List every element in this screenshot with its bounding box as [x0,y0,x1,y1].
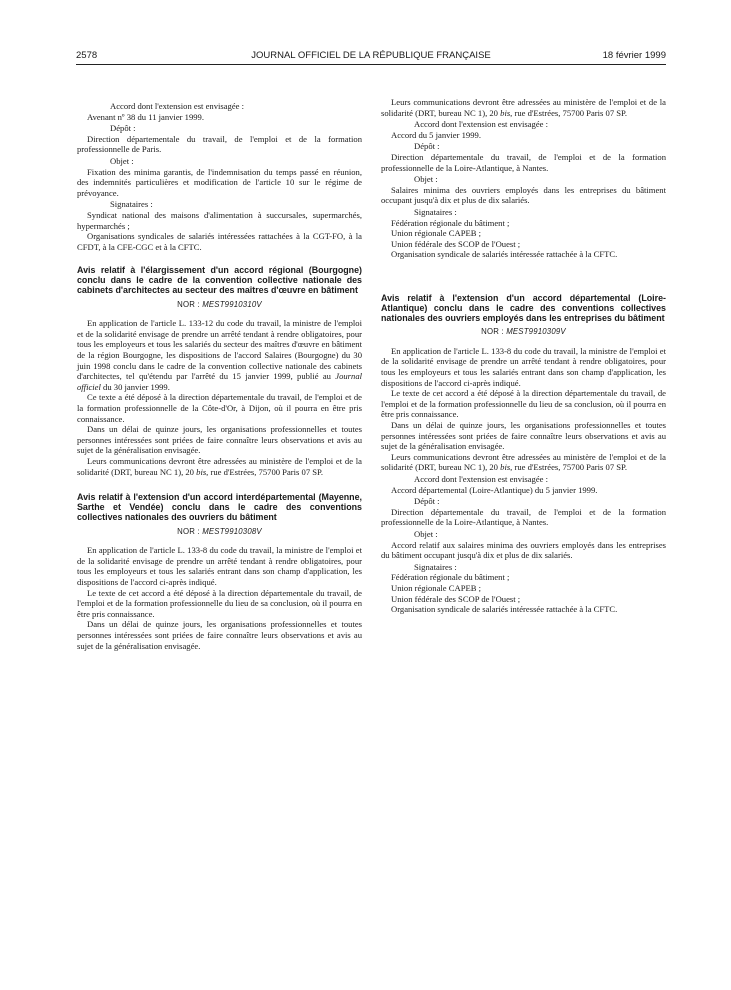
page-header [76,50,666,64]
paragraph-text: du 30 janvier 1999. [100,381,170,392]
signataires-label: Signataires : [110,199,153,210]
paragraph: Dans un délai de quinze jours, les organisations professionnelles et toutes personnes intéressées sont priées de faire connaître leurs observations et avis au sujet de la généralisation envisagée. [77,424,362,456]
paragraph-text: Leurs communications devront être adressées au ministère de l'emploi et de la solidarité (DRT, bureau NC 1), 20 [381,97,666,118]
objet-label: Objet : [414,174,438,185]
bis-italic: bis [196,466,207,477]
signataire-item: Union régionale CAPEB ; [391,582,481,593]
notice-title: Avis relatif à l'extension d'un accord départemental (Loire-Atlantique) conclu dans le cadre des conventions collectives nationales des ouvriers employés dans les entreprises du bâtiment [381,292,666,323]
nor-code: MEST9910309V [506,327,566,337]
nor-prefix: NOR : [177,299,200,309]
paragraph: Ce texte a été déposé à la direction départementale du travail, de l'emploi et de la formation professionnelle de la Côte-d'Or, à Dijon, où il pourra en être pris connaissance. [77,392,362,424]
spacer [77,252,362,266]
depot-label: Dépôt : [414,496,440,507]
paragraph-text: Leurs communications devront être adressées au ministère de l'emploi et de la solidarité (DRT, bureau NC 1), 20 [381,451,666,473]
nor-reference [381,327,666,338]
signataire-item: Union fédérale des SCOP de l'Ouest ; [391,593,521,604]
signataire-item: Organisation syndicale de salariés intéressée rattachée à la CFTC. [391,604,618,615]
paragraph-text: , rue d'Estrées, 75700 Paris 07 SP. [510,462,628,473]
paragraph-text: , rue d'Estrées, 75700 Paris 07 SP. [510,107,628,118]
signataire-item: Fédération régionale du bâtiment ; [391,217,510,228]
accord-text: Avenant nº 38 du 11 janvier 1999. [87,111,204,122]
signataire-item: Organisation syndicale de salariés intéressée rattachée à la CFTC. [391,249,618,260]
left-column [77,100,362,651]
paragraph-text: Leurs communications devront être adressées au ministère de l'emploi et de la solidarité (DRT, bureau NC 1), 20 [77,456,362,477]
avis-extension-mayenne-sarthe-vendee [77,493,362,651]
spacer [77,477,362,493]
depot-label: Dépôt : [110,123,136,134]
paragraph: Le texte de cet accord a été déposé à la direction départementale du travail, de l'emploi et de la formation professionnelle du lieu de sa conclusion, où il pourra en être pris connaissance. [77,587,362,619]
paragraph: Le texte de cet accord a été déposé à la direction départementale du travail, de l'emploi et de la formation professionnelle du lieu de sa conclusion, où il pourra en être pris connaissance. [381,388,666,420]
signataire-item: Union régionale CAPEB ; [391,228,481,239]
issue-date: 18 février 1999 [602,50,666,61]
accord-label: Accord dont l'extension est envisagée : [414,119,548,130]
header-rule [76,64,666,65]
spacer [381,260,666,294]
notice-title: Avis relatif à l'élargissement d'un accord régional (Bourgogne) conclu dans le cadre de la convention collective nationale des cabinets d'architectes au secteur des maîtres d'œuvre en bâtiment [77,265,362,295]
journal-title: JOURNAL OFFICIEL DE LA RÉPUBLIQUE FRANÇAISE [251,50,491,61]
signataire-item: Union fédérale des SCOP de l'Ouest ; [391,238,521,249]
avis-extension-loire-atlantique [381,294,666,615]
accord-text: Accord du 5 janvier 1999. [391,129,481,140]
accord-label: Accord dont l'extension est envisagée : [110,101,244,111]
right-column [381,97,666,615]
accord-block-avenant-38 [77,101,362,252]
paragraph [77,318,362,392]
depot-text: Direction départementale du travail, de l'emploi et de la formation professionnelle de la Loire-Atlantique, à Nantes. [381,151,666,173]
paragraph [77,456,362,477]
notice-title: Avis relatif à l'extension d'un accord interdépartemental (Mayenne, Sarthe et Vendée) conclu dans le cadre des conventions collectives nationales des ouvriers du bâtiment [77,492,362,522]
bis-italic: bis [500,107,511,118]
signataire-item: Fédération régionale du bâtiment ; [391,572,510,583]
nor-prefix: NOR : [177,526,200,536]
accord-label: Accord dont l'extension est envisagée : [414,474,548,485]
paragraph: En application de l'article L. 133-8 du code du travail, la ministre de l'emploi et de la solidarité envisage de prendre un arrêté tendant à rendre obligatoires, pour tous les employeurs et tous les salariés entrant dans son champ d'application, les dispositions de l'accord ci-après indiqué. [77,545,362,587]
bis-italic: bis [500,462,511,473]
paragraph-text: , rue d'Estrées, 75700 Paris 07 SP. [206,466,324,477]
objet-text: Accord relatif aux salaires minima des ouvriers employés dans les entreprises du bâtiment occupant jusqu'à dix et plus de dix salariés. [381,539,666,561]
paragraph-text: En application de l'article L. 133-12 du code du travail, la ministre de l'emploi et de la solidarité envisage de prendre un arrêté tendant à rendre obligatoires, pour tous les employeurs et tous les salariés du secteur des maîtres d'œuvre en bâtiment de la région Bourgogne, les dispositions de l'accord Salaires (Bourgogne) du 30 juin 1998 conclu dans le cadre de la convention collective nationale des cabinets d'architectes, tel qu'étendu par l'arrêté du 15 janvier 1999, publié au [77,318,362,382]
paragraph [381,97,666,118]
nor-reference [77,527,362,538]
page-number: 2578 [76,50,98,61]
avis-elargissement-bourgogne [77,266,362,477]
paragraph: Dans un délai de quinze jours, les organisations professionnelles et toutes personnes intéressées sont priées de faire connaître leurs observations et avis au sujet de la généralisation envisagée. [77,619,362,651]
nor-code: MEST9910308V [202,526,262,536]
signataires-label: Signataires : [414,561,457,572]
paragraph: En application de l'article L. 133-8 du code du travail, la ministre de l'emploi et de la solidarité envisage de prendre un arrêté tendant à rendre obligatoires, pour tous les employeurs et tous les salariés entrant dans son champ d'application, les dispositions de l'accord ci-après indiqué. [381,345,666,388]
objet-label: Objet : [110,155,134,166]
avis-mayenne-continuation [381,97,666,260]
nor-reference [77,300,362,311]
paragraph [381,452,666,473]
paragraph: Dans un délai de quinze jours, les organisations professionnelles et toutes personnes intéressées sont priées de faire connaître leurs observations et avis au sujet de la généralisation envisagée. [381,420,666,452]
depot-text: Direction départementale du travail, de l'emploi et de la formation professionnelle de Paris. [77,133,362,155]
objet-text: Salaires minima des ouvriers employés dans les entreprises du bâtiment occupant jusqu'à dix et plus de dix salariés. [381,184,666,206]
objet-text: Fixation des minima garantis, de l'indemnisation du temps passé en réunion, des indemnités particulières et modification de l'article 10 sur le régime de prévoyance. [77,166,362,198]
signataire-item: Syndicat national des maisons d'alimentation à succursales, supermarchés, hypermarchés ; [77,209,362,231]
journal-officiel-italic: Journal officiel [77,371,362,392]
signataires-label: Signataires : [414,206,457,217]
depot-label: Dépôt : [414,141,440,152]
depot-text: Direction départementale du travail, de l'emploi et de la formation professionnelle de la Loire-Atlantique, à Nantes. [381,506,666,528]
objet-label: Objet : [414,528,438,539]
nor-prefix: NOR : [481,327,504,337]
signataire-item: Organisations syndicales de salariés intéressées rattachées à la CGT-FO, à la CFDT, à la CFE-CGC et à la CFTC. [77,231,362,252]
accord-text: Accord départemental (Loire-Atlantique) du 5 janvier 1999. [391,484,598,495]
nor-code: MEST9910310V [202,299,262,309]
